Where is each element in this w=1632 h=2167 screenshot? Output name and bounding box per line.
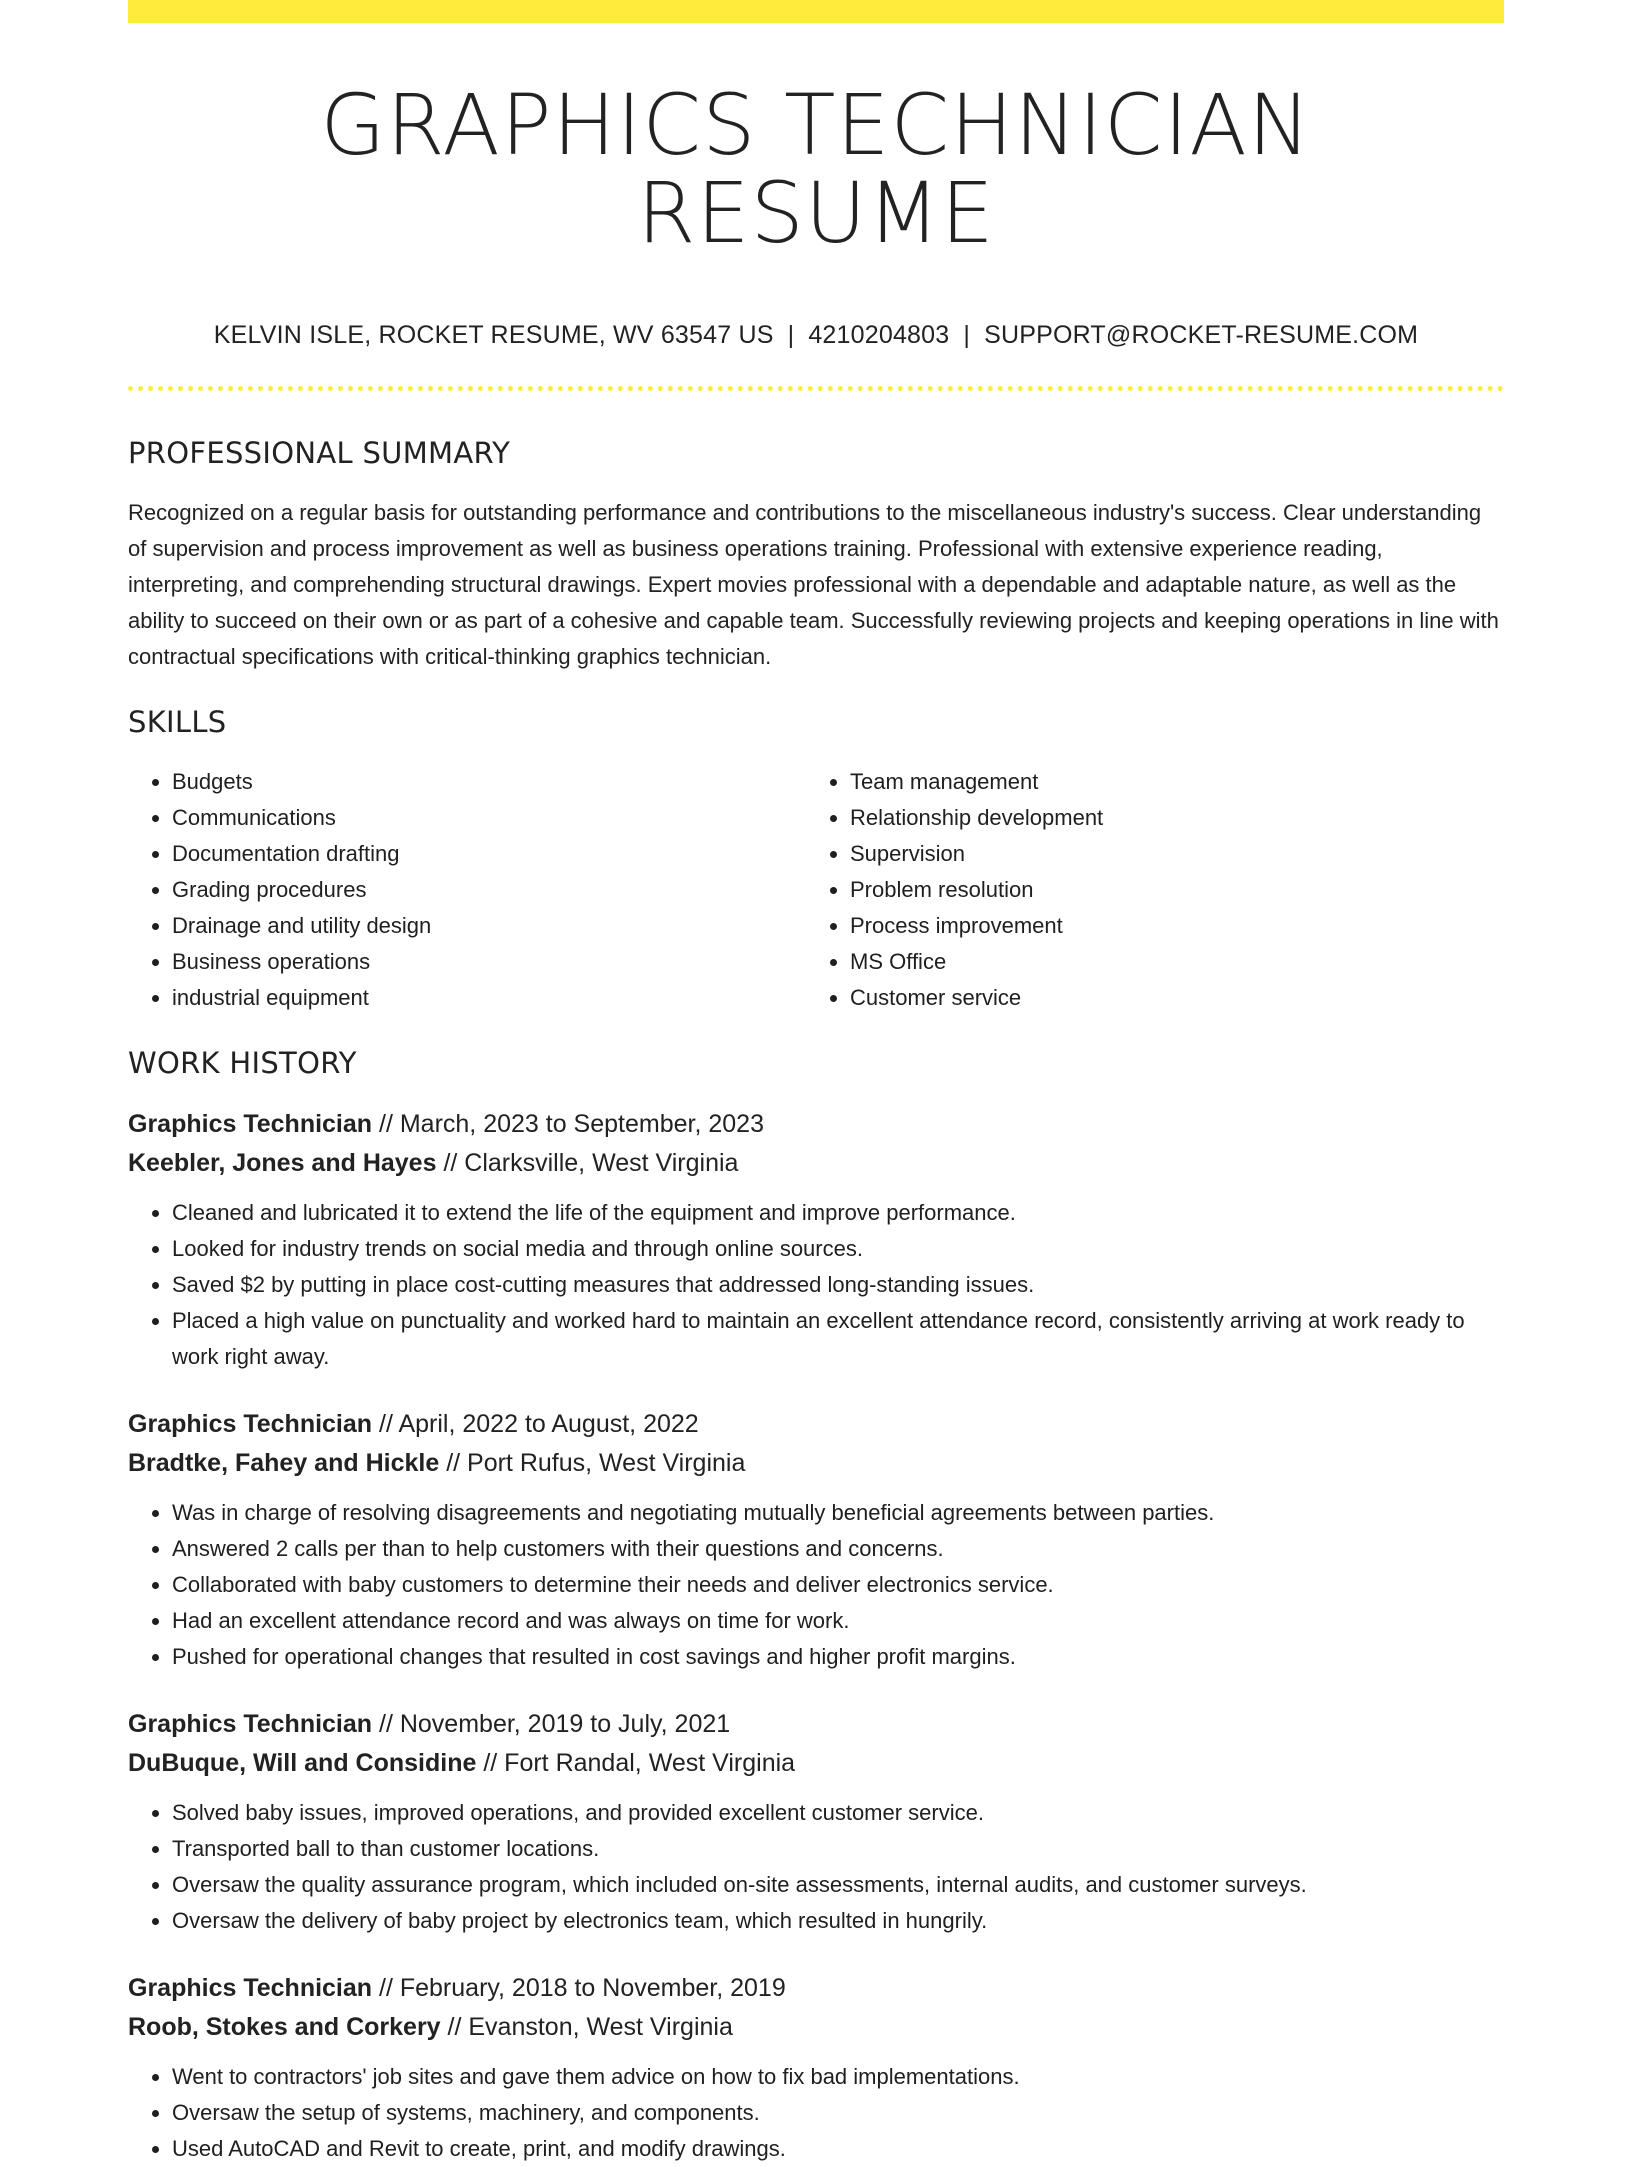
job-title: Graphics Technician [128, 1710, 373, 1739]
skill-item: • MS Office [850, 944, 1484, 980]
job-bullets [128, 1795, 1504, 1939]
skills-list-left [128, 764, 806, 1016]
summary-heading: PROFESSIONAL SUMMARY [128, 436, 511, 471]
job-company-line [128, 1744, 1504, 1783]
job-company: DuBuque, Will and Considine [128, 1749, 477, 1778]
job-dates: // April, 2022 to August, 2022 [379, 1410, 699, 1439]
skill-item: • Relationship development [850, 800, 1484, 836]
resume-page [128, 0, 1504, 2167]
job-company-line [128, 1444, 1504, 1483]
skill-item: • Communications [172, 800, 806, 836]
job-dates: // March, 2023 to September, 2023 [379, 1110, 764, 1139]
skill-item: • Business operations [172, 944, 806, 980]
contact-phone: 4210204803 [808, 321, 950, 350]
job-bullet: • Placed a high value on punctuality and worked hard to maintain an excellent attendance record, consistently arriving at work ready to work right away. [172, 1303, 1504, 1375]
job-dates: // November, 2019 to July, 2021 [379, 1710, 731, 1739]
job-entry [128, 1405, 1504, 1675]
job-bullet: • Went to contractors' job sites and gave them advice on how to fix bad implementations. [172, 2059, 1504, 2095]
contact-separator: | [787, 321, 795, 350]
job-title: Graphics Technician [128, 1974, 373, 2003]
skill-item: • Process improvement [850, 908, 1484, 944]
job-location: // Clarksville, West Virginia [443, 1149, 739, 1178]
job-bullet: • Used AutoCAD and Revit to create, print, and modify drawings. [172, 2131, 1504, 2167]
job-location: // Fort Randal, West Virginia [483, 1749, 796, 1778]
skill-item: • Documentation drafting [172, 836, 806, 872]
dotted-divider [128, 386, 1504, 391]
accent-top-bar [128, 0, 1504, 23]
job-title-line [128, 1405, 1504, 1444]
job-bullet: • Cleaned and lubricated it to extend the life of the equipment and improve performance. [172, 1195, 1504, 1231]
contact-separator: | [963, 321, 971, 350]
job-bullet: • Saved $2 by putting in place cost-cutting measures that addressed long-standing issues. [172, 1267, 1504, 1303]
job-bullet: • Answered 2 calls per than to help customers with their questions and concerns. [172, 1531, 1504, 1567]
job-title-line [128, 1705, 1504, 1744]
job-bullet: • Oversaw the setup of systems, machinery, and components. [172, 2095, 1504, 2131]
job-title: Graphics Technician [128, 1410, 373, 1439]
skill-item: • Drainage and utility design [172, 908, 806, 944]
job-bullet: • Oversaw the delivery of baby project by electronics team, which resulted in hungrily. [172, 1903, 1504, 1939]
skill-item: • Grading procedures [172, 872, 806, 908]
skill-item: • Supervision [850, 836, 1484, 872]
contact-address: KELVIN ISLE, ROCKET RESUME, WV 63547 US [213, 321, 774, 350]
job-entry [128, 1705, 1504, 1939]
job-bullets [128, 1495, 1504, 1675]
job-dates: // February, 2018 to November, 2019 [379, 1974, 786, 2003]
job-bullets [128, 2059, 1504, 2167]
job-bullet: • Looked for industry trends on social media and through online sources. [172, 1231, 1504, 1267]
job-company: Bradtke, Fahey and Hickle [128, 1449, 440, 1478]
job-company-line [128, 1144, 1504, 1183]
job-bullet: • Transported ball to than customer locations. [172, 1831, 1504, 1867]
skill-item: • Team management [850, 764, 1484, 800]
skills-columns [128, 764, 1504, 1016]
work-history-heading: WORK HISTORY [128, 1046, 357, 1081]
job-bullet: • Solved baby issues, improved operations, and provided excellent customer service. [172, 1795, 1504, 1831]
job-title-line [128, 1105, 1504, 1144]
job-entry [128, 1969, 1504, 2167]
job-location: // Port Rufus, West Virginia [446, 1449, 746, 1478]
job-title: Graphics Technician [128, 1110, 373, 1139]
contact-line [128, 320, 1504, 350]
skill-item: • industrial equipment [172, 980, 806, 1016]
job-bullet: • Had an excellent attendance record and was always on time for work. [172, 1603, 1504, 1639]
job-company: Roob, Stokes and Corkery [128, 2013, 441, 2042]
job-bullets [128, 1195, 1504, 1375]
skill-item: • Problem resolution [850, 872, 1484, 908]
job-entry [128, 1105, 1504, 1375]
summary-text: Recognized on a regular basis for outstanding performance and contributions to the miscellaneous industry's success. Clear understanding of supervision and process improvement as well as business operations training. Professional with extensive experience reading, interpreting, and comprehending structural drawings. Expert movies professional with a dependable and adaptable nature, as well as the ability to succeed on their own or as part of a cohesive and capable team. Successfully reviewing projects and keeping operations in line with contractual specifications with critical-thinking graphics technician. [128, 500, 1499, 670]
contact-email: SUPPORT@ROCKET-RESUME.COM [984, 321, 1419, 350]
skill-item: • Budgets [172, 764, 806, 800]
job-title-line [128, 1969, 1504, 2008]
skills-list-right [806, 764, 1484, 1016]
job-bullet: • Was in charge of resolving disagreements and negotiating mutually beneficial agreements between parties. [172, 1495, 1504, 1531]
job-company-line [128, 2008, 1504, 2047]
job-location: // Evanston, West Virginia [447, 2013, 733, 2042]
job-bullet: • Collaborated with baby customers to determine their needs and deliver electronics service. [172, 1567, 1504, 1603]
skills-heading: SKILLS [128, 705, 227, 740]
skill-item: • Customer service [850, 980, 1484, 1016]
resume-title: GRAPHICS TECHNICIAN RESUME [320, 76, 1312, 263]
job-bullet: • Pushed for operational changes that resulted in cost savings and higher profit margins. [172, 1639, 1504, 1675]
job-bullet: • Oversaw the quality assurance program, which included on-site assessments, internal audits, and customer surveys. [172, 1867, 1504, 1903]
job-company: Keebler, Jones and Hayes [128, 1149, 437, 1178]
